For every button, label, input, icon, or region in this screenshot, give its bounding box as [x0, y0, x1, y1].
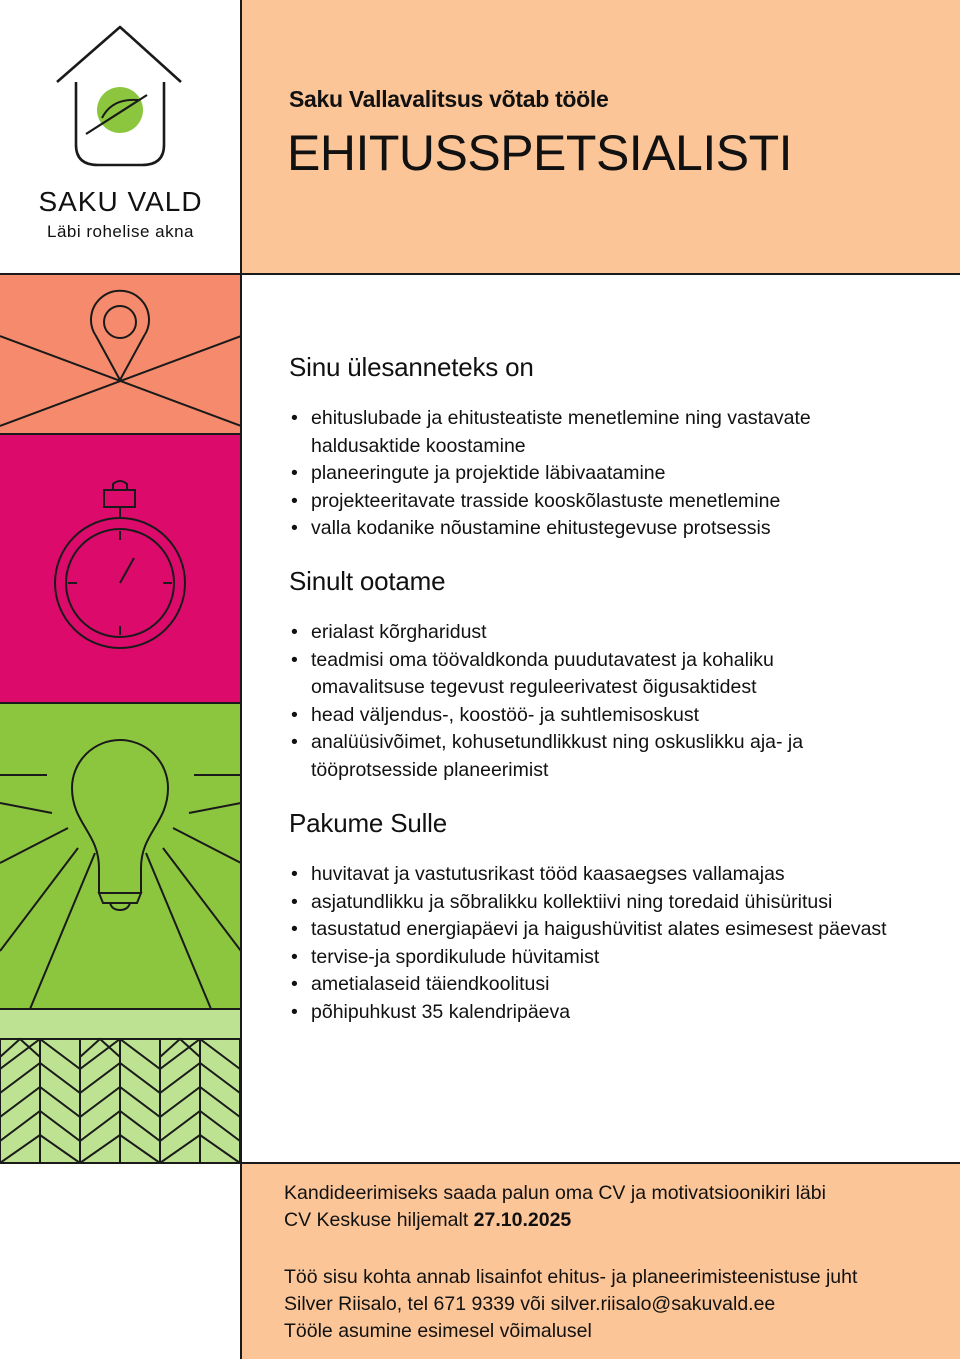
- house-leaf-logo-icon: [0, 0, 241, 190]
- section-heading-tasks: Sinu ülesanneteks on: [289, 352, 534, 382]
- section-heading-expectations: Sinult ootame: [289, 566, 446, 596]
- deadline-prefix: CV Keskuse hiljemalt: [284, 1209, 474, 1231]
- main-content: [241, 274, 960, 1163]
- list-item: • head väljendus-, koostöö- ja suhtlemisoskust: [289, 702, 889, 730]
- list-item: • teadmisi oma töövaldkonda puudutavatest ja kohaliku omavalitsuse tegevust reguleerivatest õigusaktidest: [289, 647, 889, 702]
- list-item: • ametialaseid täiendkoolitusi: [289, 971, 889, 999]
- list-item: • tervise-ja spordikulude hüvitamist: [289, 944, 889, 972]
- list-item: • planeeringute ja projektide läbivaatamine: [289, 460, 889, 488]
- deadline-date: 27.10.2025: [473, 1209, 572, 1231]
- location-pin-icon: [0, 274, 241, 434]
- tasks-list: [289, 405, 889, 543]
- logo-block: [0, 0, 241, 274]
- section-heading-offer: Pakume Sulle: [289, 808, 448, 838]
- application-info: Kandideerimiseks saada palun oma CV ja motivatsioonikiri läbi: [284, 1182, 826, 1204]
- panel-divider: [0, 433, 241, 435]
- list-item: • valla kodanike nõustamine ehitustegevuse protsessis: [289, 515, 889, 543]
- list-item: • analüüsivõimet, kohusetundlikkust ning oskuslikku aja- ja tööprotsesside planeerimist: [289, 729, 889, 784]
- page-title: EHITUSSPETSIALISTI: [287, 125, 793, 181]
- list-item: • asjatundlikku ja sõbralikku kollektiivi ning toredaid ühisüritusi: [289, 889, 889, 917]
- tree-pattern-panel: [0, 1009, 241, 1163]
- header-subtitle: Saku Vallavalitsus võtab tööle: [289, 86, 609, 112]
- stopwatch-panel: [0, 434, 241, 703]
- contact-info: Töö sisu kohta annab lisainfot ehitus- ja planeerimisteenistuse juht: [284, 1266, 858, 1288]
- expectations-list: [289, 619, 889, 784]
- footer-divider: [0, 1162, 960, 1164]
- deadline-line: [284, 1207, 571, 1235]
- contact-details: Silver Riisalo, tel 671 9339 või silver.riisalo@sakuvald.ee: [284, 1293, 776, 1315]
- location-panel: [0, 274, 241, 434]
- footer: [241, 1163, 960, 1359]
- list-item: • tasustatud energiapäevi ja haigushüvitist alates esimesest päevast: [289, 916, 889, 944]
- tree-pattern-icon: [0, 1009, 241, 1163]
- stopwatch-icon: [0, 434, 241, 703]
- logo-slogan: Läbi rohelise akna: [47, 222, 194, 241]
- offer-list: [289, 861, 889, 1026]
- header-divider: [0, 273, 960, 275]
- list-item: • erialast kõrgharidust: [289, 619, 889, 647]
- list-item: • huvitavat ja vastutusrikast tööd kaasaegses vallamajas: [289, 861, 889, 889]
- light-bulb-icon: [0, 703, 241, 1009]
- start-date-info: Tööle asumine esimesel võimalusel: [284, 1320, 592, 1342]
- panel-divider: [0, 1008, 241, 1010]
- list-item: • ehituslubade ja ehitusteatiste menetlemine ning vastavate haldusaktide koostamine: [289, 405, 889, 460]
- panel-divider: [0, 702, 241, 704]
- logo-name: SAKU VALD: [38, 186, 203, 217]
- list-item: • põhipuhkust 35 kalendripäeva: [289, 999, 889, 1027]
- light-bulb-panel: [0, 703, 241, 1009]
- vertical-divider: [240, 0, 242, 1359]
- list-item: • projekteeritavate trasside kooskõlastuste menetlemine: [289, 488, 889, 516]
- header: [241, 0, 960, 274]
